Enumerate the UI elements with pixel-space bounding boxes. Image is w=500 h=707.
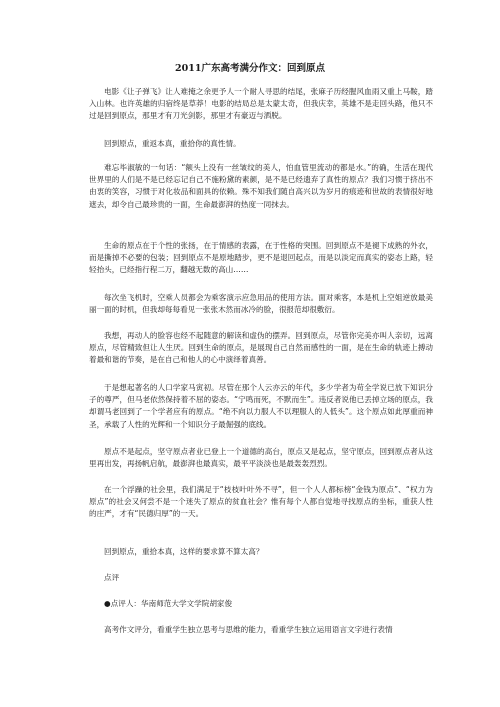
paragraph-4: 生命的原点在于个性的张扬，在于情感的表露，在于性格的突围。回到原点不是褪下成熟的外衣，而是撕掉不必要的包装；回到原点不是原地踏步，更不是退回起点，而是以淡定而真实的姿态上路，轻轻抬头，已经指行程二万，翻越无数的高山…… [89,241,433,275]
reviewer-line: ●点评人：华南师范大学文学院胡家俊 [104,599,233,608]
paragraph-10: 回到原点，重拾本真，这样的要求算不算太高？ [104,547,264,556]
paragraph-7: 于是想起著名的人口学家马寅初。尽管在那个人云亦云的年代，多少学者为苟全学说已放下知识分子的尊严，但马老依然保持着不屈的姿态。“宁鸣而死，不默而生”。违反者说他已丢掉立场的原点，我却谓马老回到了一个学者应有的原点。“绝不向以力服人不以理服人的人低头”。这个原点如此厚重而神圣，承载了人性的光辉和一个知识分子最倔强的底线。 [89,383,433,429]
paragraph-2: 回到原点，重返本真，重拾你的真性情。 [104,139,241,148]
paragraph-3: 难忘毕淑敏的一句话：“额头上没有一丝皱纹的美人，怕血管里流动的都是水。”的确，生活在现代世界里的人们是不是已经忘记自己不施粉黛的素颜，是不是已经遗弃了真性的原点？我们习惯于挤出不由衷的笑容，习惯于对化妆品和面具的依赖。殊不知我们随自高兴以为岁月的痕迹和世故的表情很好地遮去，却令自己最珍贵的一面，生命最澎湃的热度一同抹去。 [89,163,433,209]
paragraph-5: 每次坐飞机时，空乘人员都会为乘客演示应急用品的使用方法。面对乘客，本是机上空姐逆放最美丽一面的时机，但我却每每看见一张张木然而冰冷的脸，很报范却很敷衍。 [89,293,433,315]
page-title: 2011广东高考满分作文：回到原点 [175,63,325,74]
review-heading: 点评 [104,573,120,582]
paragraph-9: 在一个浮躁的社会里，我们满足于“枝枝叶叶外不寻”，但一个人人都标榜“金钱为原点”、“权力为原点”的社会又何尝不是一个迷失了原点的贫血社会？惟有每个人都自觉地寻找原点的坐标，重获人性的庄严，才有“民德归厚”的一天。 [89,485,433,519]
paragraph-6: 我想，再动人的脸容也经不起随意的解读和虚伪的摆弄。回到原点，尽管你完美亦叫人亲切，远离原点，尽管精致但让人生厌。回到生命的原点，是展现自己自然而感性的一面，是在生命的轨迹上搏动着最和谐的节奏，是在自己和他人的心中演绎着真善。 [89,331,433,365]
paragraph-review: 高考作文评分，看重学生独立思考与思维的能力，看重学生独立运用语言文字进行表情 [104,625,393,634]
paragraph-8: 原点不是起点，坚守原点者业已登上一个道德的高台，原点又是起点，坚守原点，回到原点者从这里再出发，再扬帆启航，最澎湃也最真实，最平平淡淡也是最轰轰烈烈。 [89,447,433,469]
paragraph-1: 电影《让子弹飞》让人难掩之余更予人一个耐人寻思的结尾，张麻子历经腥风血雨又重上马鞍，踏入山林。也许英雄的归宿终是草莽！电影的结局总是太蒙太奇，但我庆幸，英雄不是走回头路，他只不过是回到原点，那里才有刀光剑影，那里才有豪迈与洒脱。 [89,87,433,121]
